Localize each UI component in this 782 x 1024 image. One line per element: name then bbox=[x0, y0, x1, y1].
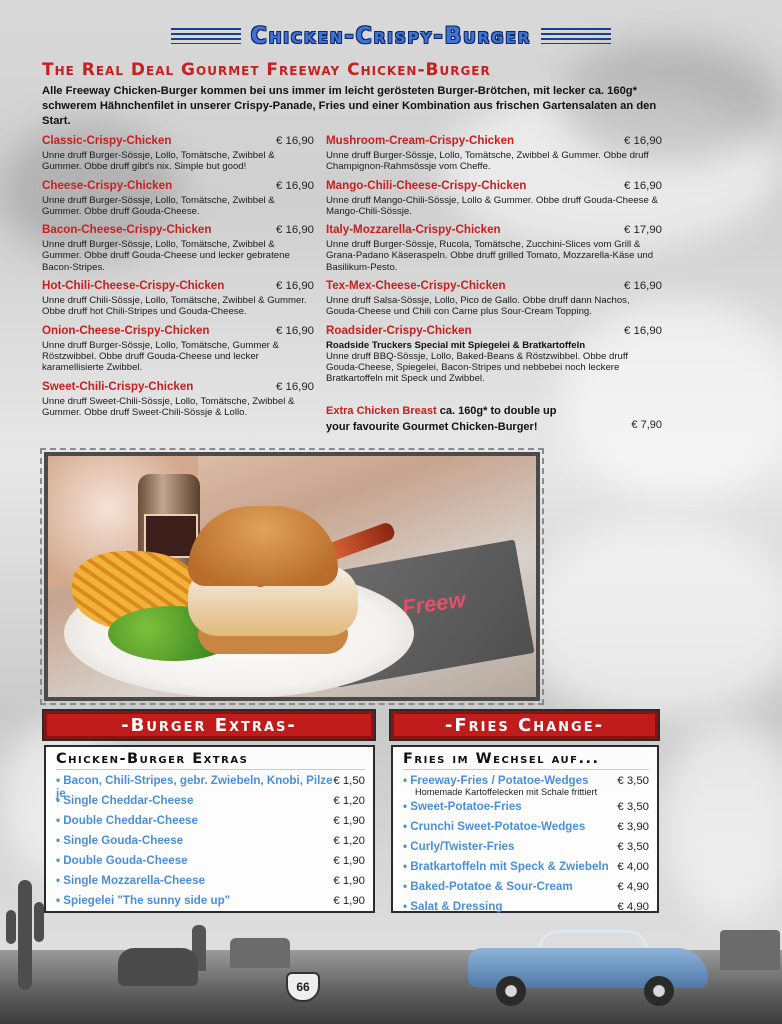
extras-row bbox=[56, 774, 365, 800]
header bbox=[0, 22, 782, 50]
item-price: € 16,90 bbox=[275, 135, 314, 147]
item-price: € 16,90 bbox=[623, 324, 662, 337]
item-description: Unne druff Burger-Sössje, Rucola, Tomätsche, Zucchini-Slices vom Grill & Grana-Padano Käseraspeln. Obbe druff grilled Tomato, Mozzarella-Käse und Basilikum-Pesto. bbox=[326, 239, 654, 273]
item-name: Hot-Chili-Cheese-Crispy-Chicken bbox=[42, 279, 225, 293]
item-description: Unne druff BBQ-Sössje, Lollo, Baked-Beans & Röstzwibbel. Obbe druff Gouda-Cheese, Spiegelei, Bacon-Stripes und nebbebei noch leckere Bratkartoffeln mit Speck und Zwibbel. bbox=[326, 350, 629, 385]
burger-extras-banner bbox=[44, 711, 374, 739]
fries-price: € 4,00 bbox=[617, 861, 649, 873]
classic-car-icon bbox=[468, 930, 708, 1000]
item-description: Unne druff Chili-Sössje, Lollo, Tomätsche, Zwibbel & Gummer. Obbe druff hot Chili-Stripes und Gouda-Cheese. bbox=[42, 295, 307, 318]
extras-price: € 1,90 bbox=[333, 855, 365, 867]
fries-row bbox=[403, 820, 649, 840]
extras-name: • Single Mozzarella-Cheese bbox=[56, 874, 205, 887]
burger-photo bbox=[44, 452, 540, 701]
fries-price: € 3,50 bbox=[617, 775, 649, 787]
burger-extras-banner-label: -Burger Extras- bbox=[121, 714, 297, 736]
menu-item bbox=[42, 279, 314, 318]
mesa-rock bbox=[230, 938, 290, 968]
extras-name: • Double Cheddar-Cheese bbox=[56, 814, 198, 827]
menu-item bbox=[326, 324, 662, 385]
burger-extras-title: Chicken-Burger Extras bbox=[56, 751, 365, 770]
extras-row bbox=[56, 894, 365, 914]
burger-bun-image bbox=[188, 506, 338, 586]
menu-column-left bbox=[42, 134, 314, 424]
item-price: € 16,90 bbox=[275, 224, 314, 237]
extra-breast-text bbox=[326, 403, 556, 435]
fries-price: € 4,90 bbox=[617, 901, 649, 913]
extras-price: € 1,20 bbox=[333, 795, 365, 807]
title-stripe-left bbox=[171, 28, 241, 44]
extras-price: € 1,20 bbox=[333, 835, 365, 847]
item-name: Mushroom-Cream-Crispy-Chicken bbox=[326, 134, 515, 147]
menu-board-text: Freew bbox=[400, 586, 468, 621]
fries-row bbox=[403, 860, 649, 880]
extras-name: • Double Gouda-Cheese bbox=[56, 854, 188, 867]
extra-breast-price: € 7,90 bbox=[631, 419, 662, 431]
fries-price: € 4,90 bbox=[617, 881, 649, 893]
burger-extras-box bbox=[44, 745, 375, 913]
item-name: Tex-Mex-Cheese-Crispy-Chicken bbox=[326, 279, 506, 293]
item-price: € 16,90 bbox=[623, 280, 662, 293]
item-name: Classic-Crispy-Chicken bbox=[42, 134, 172, 147]
fries-row bbox=[403, 840, 649, 860]
fries-change-title: Fries im Wechsel auf... bbox=[403, 751, 649, 770]
extra-breast-name: Extra Chicken Breast bbox=[326, 405, 437, 417]
menu-item bbox=[42, 380, 314, 419]
extra-chicken-breast bbox=[326, 403, 662, 435]
intro-text: Alle Freeway Chicken-Burger kommen bei uns immer im leicht gerösteten Burger-Brötchen, mit lecker ca. 160g* schwerem Hähnchenfilet in unserer Crispy-Panade, Fries und einer Kombination aus frischen Gartensalaten an den Start. bbox=[42, 85, 657, 127]
page-title: Chicken-Crispy-Burger bbox=[250, 23, 532, 49]
item-price: € 16,90 bbox=[275, 179, 314, 192]
menu-item bbox=[42, 324, 314, 374]
extras-name: • Single Gouda-Cheese bbox=[56, 834, 183, 847]
item-description: Unne druff Burger-Sössje, Lollo, Tomätsche, Zwibbel & Gummer. Obbe druff Champignon-Rahmsössje vom Cheffe. bbox=[326, 150, 649, 173]
extra-breast-line2: your favourite Gourmet Chicken-Burger! bbox=[326, 421, 538, 433]
item-price: € 16,90 bbox=[275, 324, 314, 337]
item-description: Unne druff Mango-Chili-Sössje, Lollo & Gummer. Obbe druff Gouda-Cheese & Mango-Chili-Sössje. bbox=[326, 194, 658, 217]
item-price: € 16,90 bbox=[275, 380, 314, 393]
fries-row bbox=[403, 880, 649, 900]
old-car-icon bbox=[118, 948, 198, 986]
fries-name: • Crunchi Sweet-Potatoe-Wedges bbox=[403, 820, 585, 833]
route-66-sign: 66 bbox=[286, 972, 320, 1002]
item-name: Roadsider-Crispy-Chicken bbox=[326, 323, 472, 337]
item-name: Bacon-Cheese-Crispy-Chicken bbox=[42, 223, 212, 237]
fries-name: • Salat & Dressing bbox=[403, 900, 502, 913]
fries-name: • Baked-Potatoe & Sour-Cream bbox=[403, 880, 573, 893]
fries-price: € 3,50 bbox=[617, 841, 649, 853]
fries-row bbox=[403, 800, 649, 820]
fries-price: € 3,50 bbox=[617, 801, 649, 813]
extra-breast-weight: ca. 160g* to double up bbox=[436, 405, 557, 417]
item-description: Unne druff Burger-Sössje, Lollo, Tomätsche, Zwibbel & Gummer. Obbe druff gibt's nix. Simple but good! bbox=[42, 150, 275, 173]
item-description: Unne druff Sweet-Chili-Sössje, Lollo, Tomätsche, Zwibbel & Gummer. Obbe druff Sweet-Chili-Sössje & Lollo. bbox=[42, 395, 295, 418]
menu-item bbox=[42, 223, 314, 273]
item-name: Cheese-Crispy-Chicken bbox=[42, 178, 173, 192]
item-name: Sweet-Chili-Crispy-Chicken bbox=[42, 379, 194, 393]
item-price: € 17,90 bbox=[623, 224, 662, 237]
extras-price: € 1,50 bbox=[333, 775, 365, 787]
extras-row bbox=[56, 874, 365, 894]
item-description: Unne druff Burger-Sössje, Lollo, Tomätsche, Zwibbel & Gummer. Obbe druff Gouda-Cheese und lecker gebratene Bacon-Stripes. bbox=[42, 239, 290, 273]
fries-row bbox=[403, 900, 649, 920]
mesa-rock bbox=[720, 930, 780, 970]
item-name: Mango-Chili-Cheese-Crispy-Chicken bbox=[326, 178, 527, 192]
item-price: € 16,90 bbox=[623, 135, 662, 147]
item-name: Onion-Cheese-Crispy-Chicken bbox=[42, 323, 210, 337]
menu-item bbox=[326, 179, 662, 218]
extras-price: € 1,90 bbox=[333, 895, 365, 907]
cactus-icon bbox=[18, 880, 32, 990]
extras-name: • Single Cheddar-Cheese bbox=[56, 794, 193, 807]
fries-name: • Curly/Twister-Fries bbox=[403, 840, 514, 853]
menu-item bbox=[326, 223, 662, 273]
extras-row bbox=[56, 854, 365, 874]
item-name: Italy-Mozzarella-Crispy-Chicken bbox=[326, 223, 501, 237]
extras-row bbox=[56, 814, 365, 834]
page-subtitle: The Real Deal Gourmet Freeway Chicken-Burger bbox=[42, 60, 491, 80]
item-price: € 16,90 bbox=[275, 280, 314, 293]
title-stripe-right bbox=[541, 28, 611, 44]
menu-item bbox=[326, 279, 662, 318]
fries-change-box bbox=[391, 745, 659, 913]
fries-name: • Sweet-Potatoe-Fries bbox=[403, 800, 522, 813]
item-price: € 16,90 bbox=[623, 179, 662, 192]
fries-change-banner-label: -Fries Change- bbox=[444, 714, 605, 736]
menu-item bbox=[326, 134, 662, 173]
fries-change-banner bbox=[391, 711, 658, 739]
fries-price: € 3,90 bbox=[617, 821, 649, 833]
item-description: Unne druff Salsa-Sössje, Lollo, Pico de Gallo. Obbe druff dann Nachos, Gouda-Cheese und Chili con Carne plus Sour-Cream Topping. bbox=[326, 295, 630, 318]
menu-item bbox=[42, 134, 314, 173]
extras-price: € 1,90 bbox=[333, 875, 365, 887]
menu-column-right bbox=[326, 134, 662, 391]
extras-name: • Bacon, Chili-Stripes, gebr. Zwiebeln, Knobi, Pilze je bbox=[56, 774, 333, 800]
extras-price: € 1,90 bbox=[333, 815, 365, 827]
item-description: Unne druff Burger-Sössje, Lollo, Tomätsche, Gummer & Röstzwibbel. Obbe druff Gouda-Cheese und lecker karamellisierte Zwibbel. bbox=[42, 339, 279, 374]
fries-name: • Freeway-Fries / Potatoe-Wedges bbox=[403, 774, 589, 787]
extras-name: • Spiegelei "The sunny side up" bbox=[56, 894, 230, 907]
fries-subtitle: Homemade Kartoffelecken mit Schale frittiert bbox=[415, 787, 598, 797]
item-subtitle: Roadside Truckers Special mit Spiegelei & Bratkartoffeln bbox=[326, 339, 586, 351]
extras-row bbox=[56, 834, 365, 854]
fries-name: • Bratkartoffeln mit Speck & Zwiebeln bbox=[403, 860, 609, 873]
item-description: Unne druff Burger-Sössje, Lollo, Tomätsche, Zwibbel & Gummer. Obbe druff Gouda-Cheese. bbox=[42, 194, 275, 217]
menu-item bbox=[42, 179, 314, 218]
